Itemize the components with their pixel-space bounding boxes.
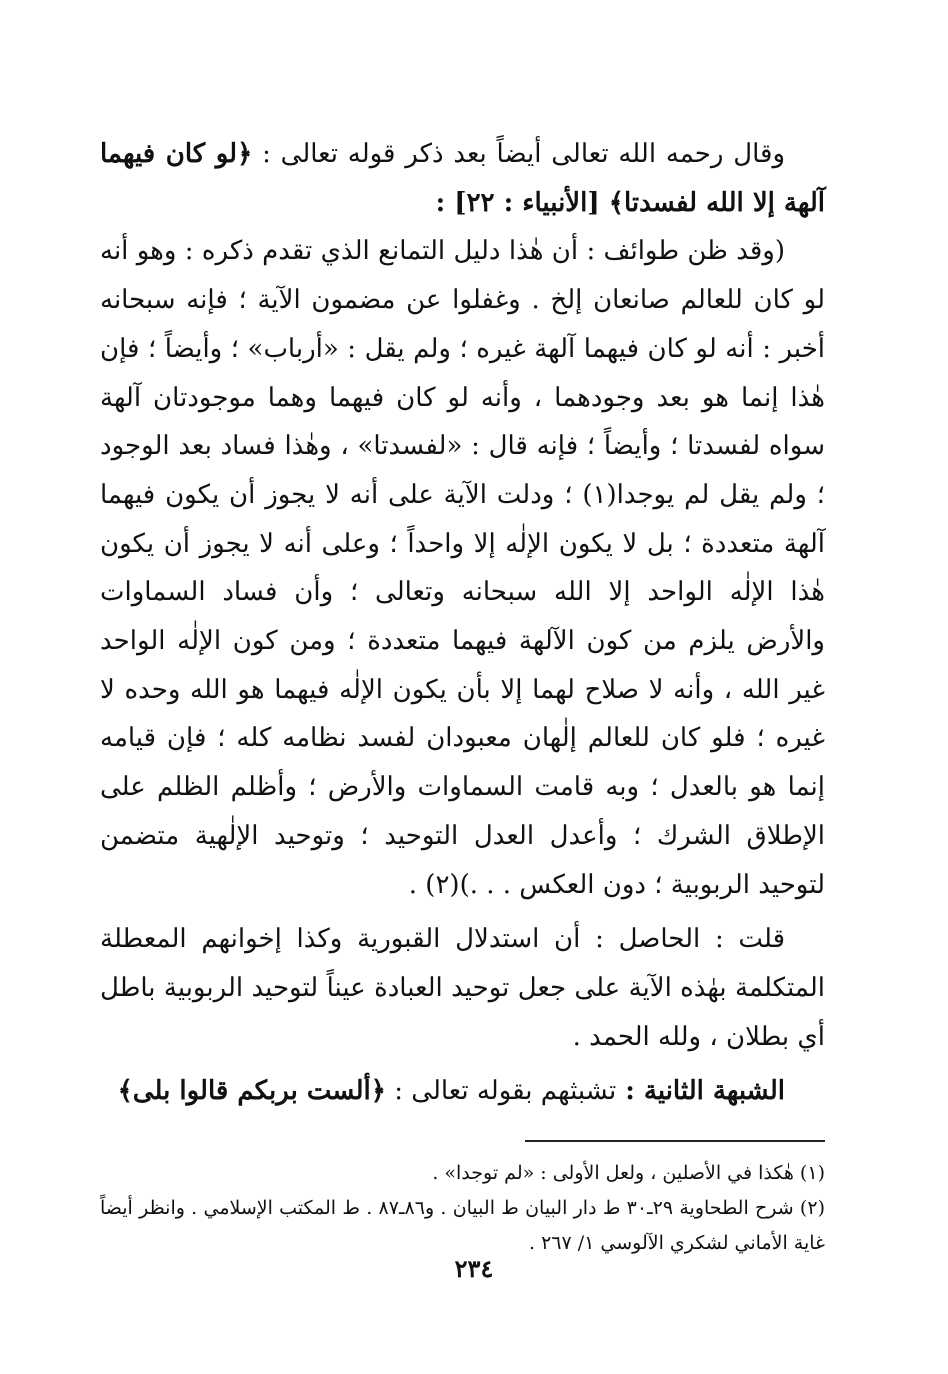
paragraph-1	[100, 130, 825, 227]
footnote-divider	[525, 1140, 825, 1142]
quran-verse-araf: ﴿ألست بربكم قالوا بلى﴾	[117, 1076, 386, 1107]
main-text	[100, 130, 825, 1116]
paragraph-3	[100, 915, 825, 1061]
page-number: ٢٣٤	[454, 1254, 494, 1283]
paragraph-1-prefix: وقال رحمه الله تعالى أيضاً بعد ذكر قوله تعالى :	[252, 139, 785, 169]
quran-verse-anbiya: ﴿لو كان فيهما آلهة إلا الله لفسدتا﴾	[100, 139, 825, 218]
footnotes	[100, 1156, 825, 1261]
paragraph-4	[100, 1067, 825, 1116]
footnote-1: (١) هٰكذا في الأصلين ، ولعل الأولى : «لم توجدا» .	[432, 1162, 825, 1185]
footnote-2: (٢) شرح الطحاوية ٢٩ـ٣٠ ط دار البيان ط البيان . و٨٦ـ٨٧ . ط المكتب الإسلامي . وانظر أيضاً غاية الأماني لشكري الآلوسي ١/ ٢٦٧ .	[100, 1197, 825, 1255]
second-doubt-heading: الشبهة الثانية :	[616, 1076, 785, 1107]
paragraph-3-lead: قلت : الحاصل :	[580, 924, 785, 955]
page-content	[100, 130, 825, 1261]
paragraph-3-text: أن استدلال القبورية وكذا إخوانهم المعطلة المتكلمة بهٰذه الآية على جعل توحيد العبادة عيناً لتوحيد الربوبية باطل أي بطلان ، ولله الحمد .	[100, 924, 825, 1052]
paragraph-2-quote: (وقد ظن طوائف : أن هٰذا دليل التمانع الذي تقدم ذكره : وهو أنه لو كان للعالم صانعان إلخ . وغفلوا عن مضمون الآية ؛ فإنه سبحانه أخبر : أنه لو كان فيهما آلهة غيره ؛ ولم يقل : «أرباب» ؛ وأيضاً ؛ فإن هٰذا إنما هو بعد وجودهما ، وأنه لو كان فيهما وهما موجودتان آلهة سواه لفسدتا ؛ وأيضاً ؛ فإنه قال : «لفسدتا» ، وهٰذا فساد بعد الوجود ؛ ولم يقل لم يوجدا(١) ؛ ودلت الآية على أنه لا يجوز أن يكون فيهما آلهة متعددة ؛ بل لا يكون الإلٰه إلا واحداً ؛ وعلى أنه لا يجوز أن يكون هٰذا الإلٰه الواحد إلا الله سبحانه وتعالى ؛ وأن فساد السماوات والأرض يلزم من كون الآلهة فيهما متعددة ؛ ومن كون الإلٰه الواحد غير الله ، وأنه لا صلاح لهما إلا بأن يكون الإلٰه فيهما هو الله وحده لا غيره ؛ فلو كان للعالم إلٰهان معبودان لفسد نظامه كله ؛ فإن قيامه إنما هو بالعدل ؛ وبه قامت السماوات والأرض ؛ وأظلم الظلم على الإطلاق الشرك ؛ وأعدل العدل التوحيد ؛ وتوحيد الإلٰهية متضمن لتوحيد الربوبية ؛ دون العكس . . .)(٢) .	[100, 236, 825, 900]
paragraph-4-text: تشبثهم بقوله تعالى :	[385, 1076, 617, 1107]
verse-reference: [الأنبياء : ٢٢] :	[435, 187, 609, 218]
